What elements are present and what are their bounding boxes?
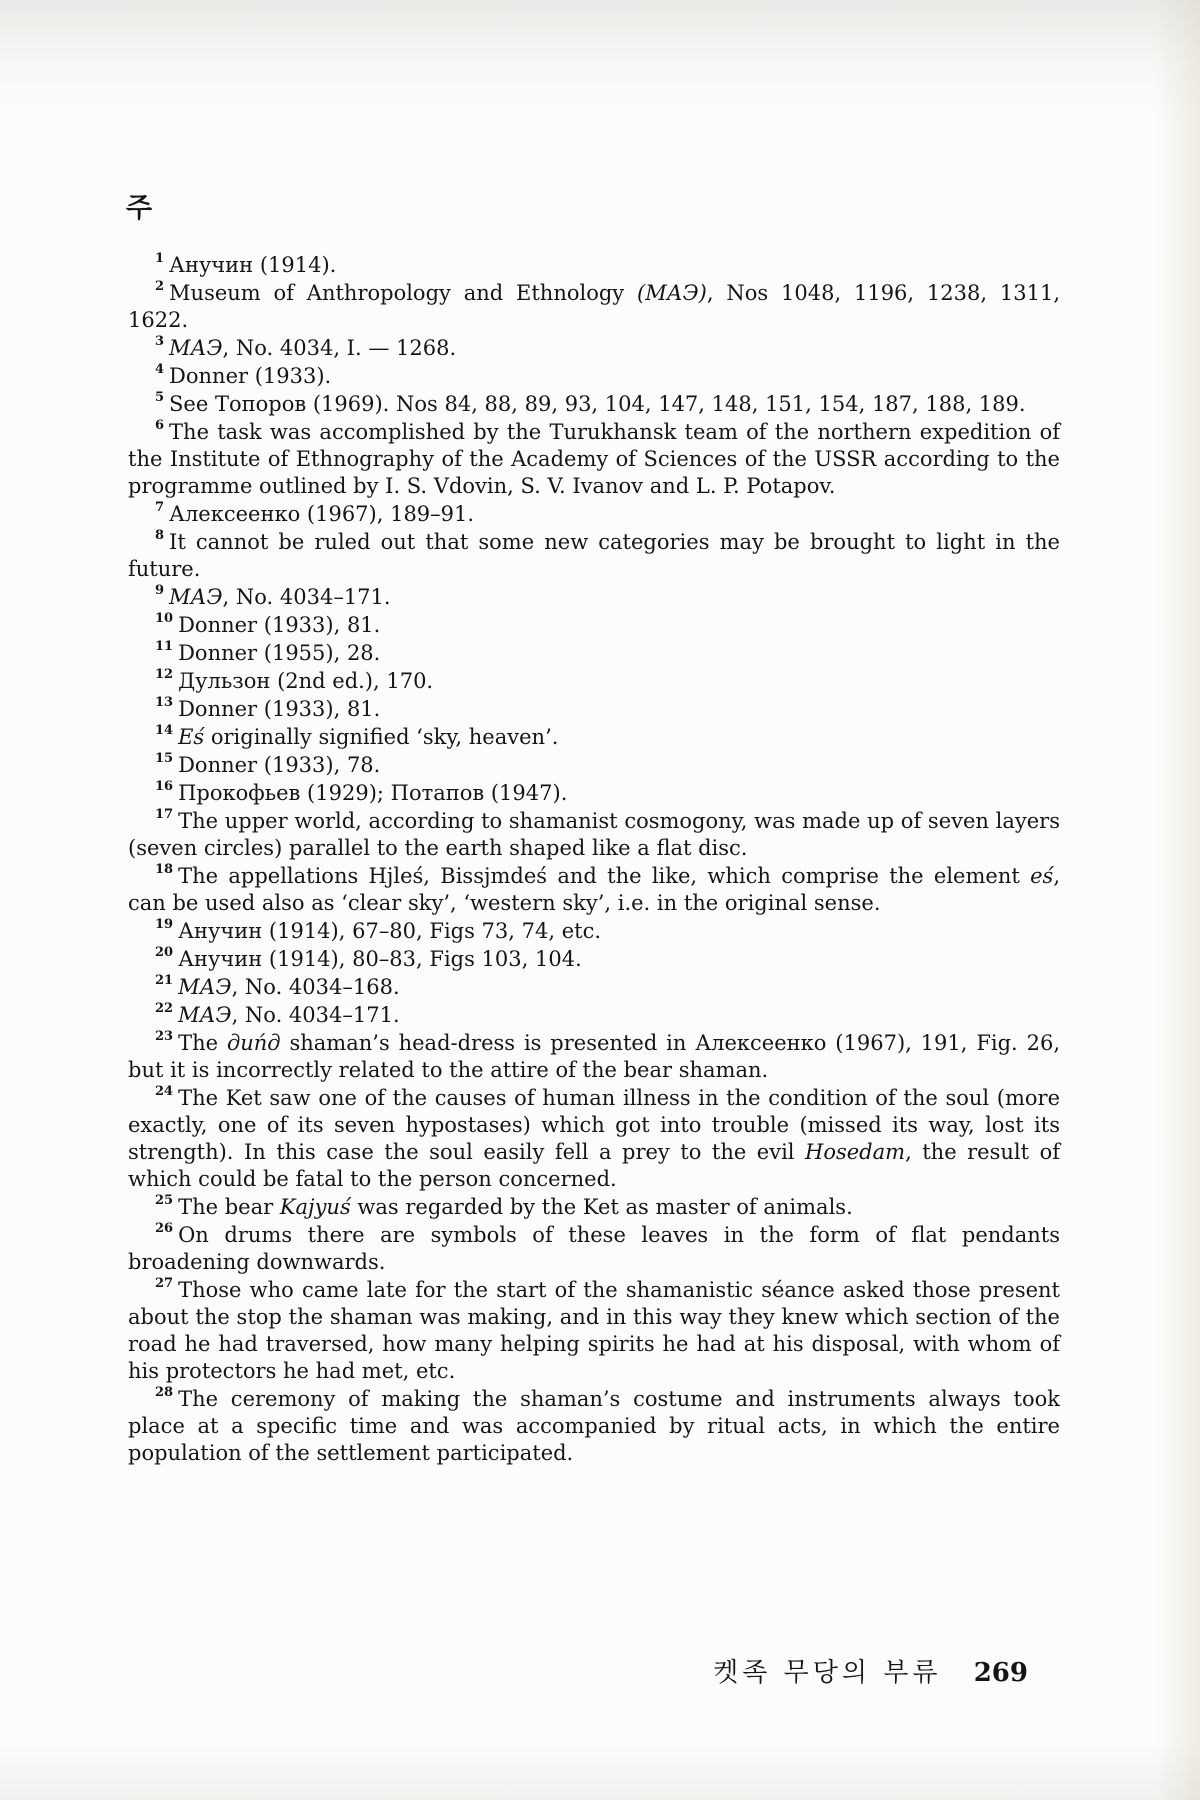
footnote-term-italic: МАЭ [178, 1003, 232, 1027]
footnote-term-italic: МАЭ [178, 975, 232, 999]
footnote-text: The task was accomplished by the Turukhansk team of the northern expedition of the Institute of Ethnography of the Academy of Sciences of the USSR according to the programme outlined by I. S. Vdovin, S. V. Ivanov and L. P. Potapov. [128, 420, 1060, 498]
footnote-text: The upper world, according to shamanist cosmogony, was made up of seven layers (seven circles) parallel to the earth shaped like a flat disc. [128, 809, 1060, 860]
page-footer [713, 1652, 1028, 1689]
footnote-13 [128, 696, 1060, 723]
footnote-marker: 6 [155, 418, 165, 433]
footnote-marker: 27 [155, 1276, 174, 1291]
footnote-22 [128, 1002, 1060, 1029]
footnote-marker: 16 [155, 779, 174, 794]
footnote-term-italic: МАЭ [169, 585, 223, 609]
footnote-marker: 25 [155, 1193, 174, 1208]
footnote-8 [128, 529, 1060, 583]
footnote-text: , No. 4034–171. [222, 585, 391, 609]
footnote-text: was regarded by the Ket as master of animals. [350, 1195, 853, 1219]
footnote-15 [128, 752, 1060, 779]
footnote-marker: 18 [155, 862, 174, 877]
footnote-text: Donner (1933). [169, 364, 332, 388]
footnote-text: , No. 4034, I. — 1268. [222, 336, 457, 360]
footnote-text: The bear [178, 1195, 280, 1219]
footnote-text: Those who came late for the start of the shamanistic séance asked those present about the stop the shaman was making, and in this way they knew which section of the road he had traversed, how many helping spirits he had at his disposal, with whom of his protectors he had met, etc. [128, 1278, 1060, 1383]
footnote-marker: 28 [155, 1385, 174, 1400]
footnote-text: Дульзон (2nd ed.), 170. [178, 669, 434, 693]
footnote-marker: 14 [155, 723, 174, 738]
footnote-6 [128, 419, 1060, 500]
page-number: 269 [973, 1658, 1028, 1688]
footnote-marker: 19 [155, 917, 174, 932]
footnote-1 [128, 252, 1060, 279]
footnote-3 [128, 335, 1060, 362]
footnote-23 [128, 1030, 1060, 1084]
footnote-text: Donner (1933), 78. [178, 753, 381, 777]
footnote-marker: 2 [155, 279, 165, 294]
footnote-marker: 4 [155, 362, 165, 377]
footnote-text: On drums there are symbols of these leaves in the form of flat pendants broadening downwards. [128, 1223, 1060, 1274]
footnote-26 [128, 1222, 1060, 1276]
footnote-term-italic: МАЭ [169, 336, 223, 360]
footnote-text: It cannot be ruled out that some new categories may be brought to light in the future. [128, 530, 1060, 581]
footnote-text: Анучин (1914), 67–80, Figs 73, 74, etc. [178, 919, 602, 943]
footnote-term-italic: дuńд [226, 1031, 281, 1055]
footnote-term-italic: Eś [178, 725, 205, 749]
scan-shading-right [1154, 0, 1200, 1800]
footnote-marker: 26 [155, 1221, 174, 1236]
footnote-5 [128, 391, 1060, 418]
footnote-text: originally signified ‘sky, heaven’. [204, 725, 559, 749]
footnote-marker: 7 [155, 500, 165, 515]
footnote-term-italic: Hosedam [805, 1140, 906, 1164]
footnote-text: , No. 4034–168. [231, 975, 400, 999]
footnote-text: The Ket saw one of the causes of human illness in the condition of the soul (more exactly, one of its seven hypostases) which got into trouble (missed its way, lost its strength). In this case the soul easily fell a prey to the evil [128, 1086, 1060, 1164]
footnote-28 [128, 1386, 1060, 1467]
footnote-27 [128, 1277, 1060, 1385]
footnote-text: The [178, 1031, 227, 1055]
footnote-text: The appellations Hjleś, Bissjmdeś and the like, which comprise the element [178, 864, 1031, 888]
footnote-marker: 22 [155, 1001, 174, 1016]
footnote-marker: 5 [155, 390, 165, 405]
footnote-term-italic: Kajyuś [279, 1195, 351, 1219]
footnote-marker: 12 [155, 667, 174, 682]
footnote-text: Анучин (1914), 80–83, Figs 103, 104. [178, 947, 582, 971]
footnote-marker: 24 [155, 1084, 174, 1099]
footnote-12 [128, 668, 1060, 695]
footnote-marker: 1 [155, 251, 165, 266]
footnote-marker: 20 [155, 945, 174, 960]
footnote-17 [128, 808, 1060, 862]
footnote-text: Donner (1933), 81. [178, 613, 381, 637]
footnote-text: Donner (1933), 81. [178, 697, 381, 721]
footnote-2 [128, 280, 1060, 334]
footnote-marker: 8 [155, 528, 165, 543]
footnote-marker: 11 [155, 639, 174, 654]
footnote-text: The ceremony of making the shaman’s costume and instruments always took place at a specific time and was accompanied by ritual acts, in which the entire population of the settlement participated. [128, 1387, 1060, 1465]
running-title: 켓족 무당의 부류 [713, 1658, 942, 1688]
footnote-18 [128, 863, 1060, 917]
footnote-9 [128, 584, 1060, 611]
footnote-marker: 3 [155, 334, 165, 349]
footnote-text: Museum of Anthropology and Ethnology [169, 281, 638, 305]
footnote-text: , the result of which could be fatal to the person concerned. [128, 1140, 1060, 1191]
footnote-4 [128, 363, 1060, 390]
footnote-text: Алексеенко (1967), 189–91. [169, 502, 475, 526]
footnote-term-italic: eś [1030, 864, 1054, 888]
footnote-14 [128, 724, 1060, 751]
footnotes-block [128, 252, 1060, 1468]
footnote-marker: 15 [155, 751, 174, 766]
notes-section-heading: 주 [126, 193, 154, 224]
footnote-11 [128, 640, 1060, 667]
footnote-7 [128, 501, 1060, 528]
footnote-21 [128, 974, 1060, 1001]
footnote-20 [128, 946, 1060, 973]
footnote-text: , Nos 1048, 1196, 1238, 1311, 1622. [128, 281, 1061, 332]
footnote-24 [128, 1085, 1060, 1193]
footnote-text: Donner (1955), 28. [178, 641, 381, 665]
footnote-marker: 13 [155, 695, 174, 710]
footnote-text: shaman’s head-dress is presented in Алексеенко (1967), 191, Fig. 26, but it is incorrectly related to the attire of the bear shaman. [128, 1031, 1060, 1082]
footnote-marker: 9 [155, 583, 165, 598]
footnote-text: Анучин (1914). [169, 253, 337, 277]
footnote-term-italic: (МАЭ) [637, 281, 707, 305]
footnote-10 [128, 612, 1060, 639]
footnote-text: , No. 4034–171. [231, 1003, 400, 1027]
footnote-16 [128, 780, 1060, 807]
scan-shading-top [0, 0, 1200, 120]
footnote-marker: 17 [155, 807, 174, 822]
footnote-text: Прокофьев (1929); Потапов (1947). [178, 781, 568, 805]
footnote-text: See Топоров (1969). Nos 84, 88, 89, 93, 104, 147, 148, 151, 154, 187, 188, 189. [169, 392, 1026, 416]
footnote-marker: 23 [155, 1029, 174, 1044]
footnote-marker: 21 [155, 973, 174, 988]
scan-shading-bottom [0, 1740, 1200, 1800]
footnote-marker: 10 [155, 611, 174, 626]
footnote-25 [128, 1194, 1060, 1221]
footnote-19 [128, 918, 1060, 945]
footnote-text: , can be used also as ‘clear sky’, ‘western sky’, i.e. in the original sense. [128, 864, 1060, 915]
